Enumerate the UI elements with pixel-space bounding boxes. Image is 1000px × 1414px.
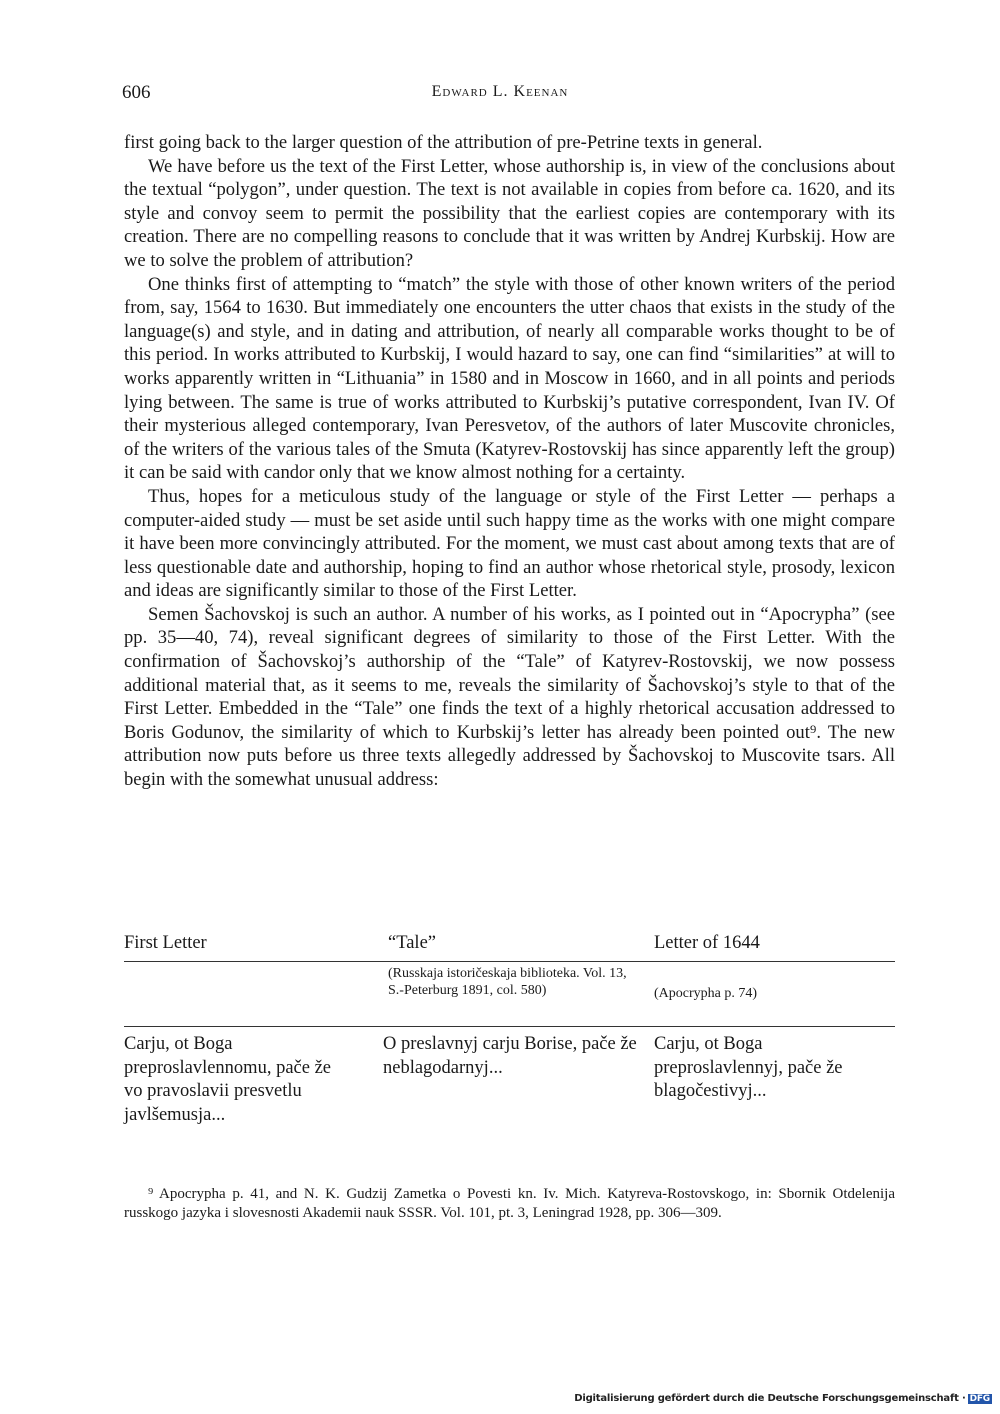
body-text (124, 131, 895, 792)
column-header: First Letter (124, 933, 207, 953)
source-cell: (Russkaja istoričeskaja biblioteka. Vol. 13, S.-Peterburg 1891, col. 580) (388, 966, 627, 998)
text-cell: O preslavnyj carju Borise, pače že neblagodarnyj... (383, 1034, 637, 1078)
comparison-table-header (0, 933, 1000, 959)
paragraph: Thus, hopes for a meticulous study of the language or style of the First Letter — perhaps a computer-aided study — must be set aside until such happy time as the works with one might compare it have been more convincingly attributed. For the moment, we must cast about among texts that are of less questionable date and authorship, hoping to find an author whose rhetorical style, prosody, lexicon and ideas are significantly similar to those of the First Letter. (124, 485, 895, 602)
dfg-logo: DFG (969, 1394, 990, 1404)
paragraph: We have before us the text of the First Letter, whose authorship is, in view of the conclusions about the textual “polygon”, under question. The text is not available in copies from before ca. 1620, and its style and convoy seem to permit the possibility that the earliest copies are contemporary with its creation. There are no compelling reasons to conclude that it was written by Andrej Kurbskij. How are we to solve the problem of attribution? (124, 155, 895, 271)
paragraph: Semen Šachovskoj is such an author. A number of his works, as I pointed out in “Apocrypha” (see pp. 35—40, 74), reveal significant degrees of similarity to those of the First Letter. With the confirmation of Šachovskoj’s authorship of the “Tale” of Katyrev-Rostovskij, we now possess additional material that, as it seems to me, reveals the similarity of Šachovskoj’s style to that of the First Letter. Embedded in the “Tale” one finds the text of a highly rhetorical accusation addressed to Boris Godunov, the similarity of which to Kurbskij’s letter has already been pointed out⁹. The new attribution now puts before us three texts allegedly addressed by Šachovskoj to Muscovite tsars. All begin with the somewhat unusual address: (124, 603, 895, 791)
paragraph: One thinks first of attempting to “match” the style with those of other known writers of the period from, say, 1564 to 1630. But immediately one encounters the utter chaos that exists in the study of the language(s) and style, and in dating and attribution, of nearly all comparable works thought to be of this period. In works attributed to Kurbskij, I would hazard to say, one can find “similarities” at will to works apparently written in “Lithuania” in 1580 and in Moscow in 1660, and in all points and periods lying between. The same is true of works attributed to Kurbskij’s putative correspondent, Ivan IV. Of their mysterious alleged contemporary, Ivan Peresvetov, of the authors of later Muscovite chronicles, of the writers of the various tales of the Smuta (Katyrev-Rostovskij has since apparently left the group) it can be said with candor only that we know almost nothing for a certainty. (124, 273, 895, 484)
text-cell: Carju, ot Boga preproslavlennyj, pače že blagočestivyj... (654, 1034, 843, 1102)
digitization-notice (574, 1393, 992, 1404)
source-cell: (Apocrypha p. 74) (654, 986, 758, 1001)
running-head: Edward L. Keenan (431, 83, 569, 100)
table-rule (124, 1026, 895, 1027)
column-header: Letter of 1644 (654, 933, 760, 953)
column-header: “Tale” (388, 933, 436, 953)
footnote: ⁹ Apocrypha p. 41, and N. K. Gudzij Zametka o Povesti kn. Iv. Mich. Katyreva-Rostovskogo, in: Sbornik Otdelenija russkogo jazyka i slovesnosti Akademii nauk SSSR. Vol. 101, pt. 3, Leningrad 1928, pp. 306—309. (124, 1186, 895, 1221)
paragraph: first going back to the larger question of the attribution of pre-Petrine texts in general. (124, 132, 763, 153)
table-rule (124, 961, 895, 962)
page-number: 606 (122, 82, 151, 103)
digitization-text: Digitalisierung gefördert durch die Deutsche Forschungsgemeinschaft · (574, 1393, 966, 1404)
text-cell: Carju, ot Boga preproslavlennomu, pače že vo pravoslavii presvetlu javlšemusja... (124, 1034, 332, 1125)
